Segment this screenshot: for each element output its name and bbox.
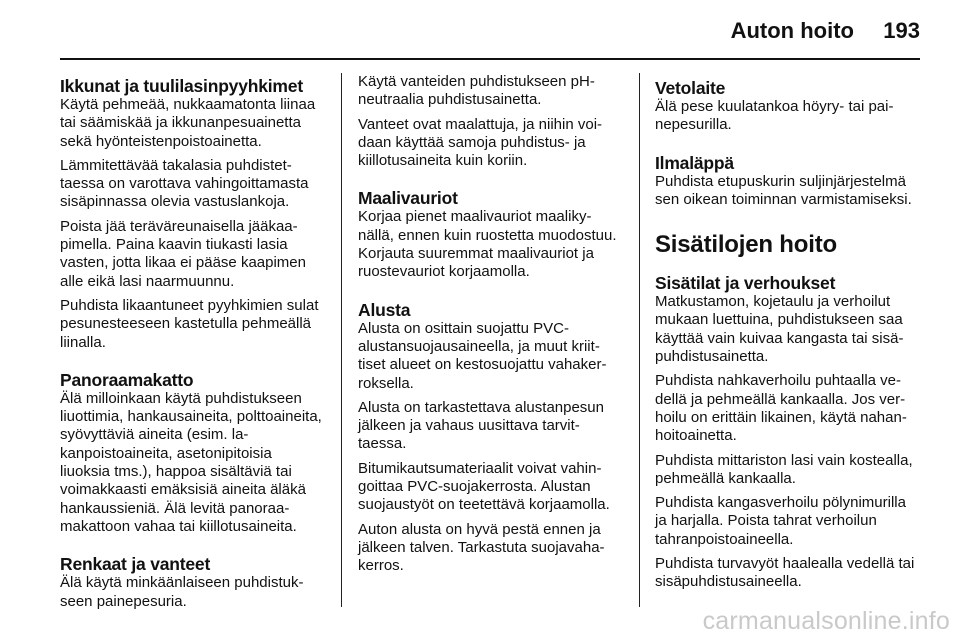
section-heading: Sisätilat ja verhoukset <box>655 273 836 294</box>
paragraph: Alusta on osittain suojattu PVC-alustansuojausaineella, ja muut kriittiset alueet on kestosuojattu vahakerroksella. <box>358 319 607 392</box>
column-2 <box>358 73 620 594</box>
section-underbody <box>358 300 620 576</box>
column-3 <box>655 78 917 598</box>
section-heading: Maalivauriot <box>358 188 458 209</box>
paragraph: Auton alusta on hyvä pestä ennen ja jälkeen talven. Tarkastuta suojavahakerros. <box>358 520 605 575</box>
section-heading: Vetolaite <box>655 78 726 98</box>
paragraph: Bitumikautsumateriaalit voivat vahingoittaa PVC-suojakerrosta. Alustan suojaustyöt on teetettävä korjaamolla. <box>358 459 610 514</box>
section-paint-damage <box>358 188 620 281</box>
section-air-flap <box>655 153 917 210</box>
paragraph: Käytä vanteiden puhdistukseen pH-neutraalia puhdistusainetta. <box>358 73 595 109</box>
paragraph: Vanteet ovat maalattuja, ja niihin voidaan käyttää samoja puhdistus- ja kiillotusaineita kuin koriin. <box>358 115 603 170</box>
paragraph: Lämmitettävää takalasia puhdistettaessa on varottava vahingoittamasta sisäpinnassa olevia vastuslankoja. <box>60 156 309 211</box>
watermark: carmanualsonline.info <box>702 607 950 635</box>
section-windows-wipers <box>60 76 322 352</box>
paragraph: Älä pese kuulatankoa höyry- tai painepesurilla. <box>655 98 894 134</box>
section-heading: Ikkunat ja tuulilasinpyyhkimet <box>60 76 303 96</box>
section-heading: Ilmaläppä <box>655 152 734 173</box>
section-heading: Panoraamakatto <box>60 369 194 390</box>
chapter-heading: Sisätilojen hoito <box>655 231 837 259</box>
section-tyres-wheels <box>60 554 322 611</box>
paragraph: Älä käytä minkäänlaiseen puhdistukseen painepesuria. <box>60 574 304 610</box>
section-interior-trim <box>655 273 917 591</box>
section-towing-device <box>655 78 917 135</box>
paragraph: Alusta on tarkastettava alustanpesun jälkeen ja vahaus uusittava tarvittaessa. <box>358 398 604 453</box>
paragraph: Puhdista turvavyöt haalealla vedellä tai sisäpuhdistusaineella. <box>655 555 915 591</box>
paragraph: Älä milloinkaan käytä puhdistukseen liuottimia, hankausaineita, polttoaineita, syövyttäviä aineita (esim. lakanpoistoaineita, asetonipitoisia liuoksia tms.), happoa sisältäviä tai voimakkaasti emäksisiä aineita äläkä hankaussieniä. Älä levitä panoraamakattoon vahaa tai kiillotusaineita. <box>60 389 322 535</box>
section-wheels-continued <box>358 73 620 170</box>
paragraph: Puhdista etupuskurin suljinjärjestelmä sen oikean toiminnan varmistamiseksi. <box>655 172 912 208</box>
paragraph: Korjaa pienet maalivauriot maalikynällä, ennen kuin ruostetta muodostuu. Korjauta suuremmat maalivauriot ja ruostevauriot korjaamolla. <box>358 208 617 281</box>
paragraph: Puhdista likaantuneet pyyhkimien sulat pesunesteeseen kastetulla pehmeällä liinalla. <box>60 296 319 351</box>
header-rule <box>60 58 920 60</box>
column-1 <box>60 76 322 629</box>
column-divider-2 <box>639 73 640 607</box>
column-divider-1 <box>341 73 342 607</box>
section-panorama-roof <box>60 370 322 536</box>
paragraph: Puhdista nahkaverhoilu puhtaalla vedellä ja pehmeällä kankaalla. Jos verhoilu on erittäin likainen, käytä nahanhoitoainetta. <box>655 372 907 445</box>
page-number: 193 <box>883 18 920 43</box>
section-heading: Alusta <box>358 299 411 320</box>
paragraph: Käytä pehmeää, nukkaamatonta liinaa tai säämiskää ja ikkunanpesuainetta sekä hyönteistenpoistoainetta. <box>60 96 316 150</box>
paragraph: Puhdista mittariston lasi vain kostealla, pehmeällä kankaalla. <box>655 451 913 487</box>
paragraph: Poista jää teräväreunaisella jääkaapimella. Paina kaavin tiukasti lasia vasten, jotta likaa ei pääse kaapimen alle eikä lasi naarmuunnu. <box>60 217 306 290</box>
paragraph: Puhdista kangasverhoilu pölynimurilla ja harjalla. Poista tahrat verhoilun tahranpoistoaineella. <box>655 494 906 548</box>
paragraph: Matkustamon, kojetaulu ja verhoilut mukaan luettuina, puhdistukseen saa käyttää vain kuivaa kangasta tai sisäpuhdistusainetta. <box>655 293 904 366</box>
section-heading: Renkaat ja vanteet <box>60 554 211 575</box>
header-title: Auton hoito <box>730 18 854 43</box>
